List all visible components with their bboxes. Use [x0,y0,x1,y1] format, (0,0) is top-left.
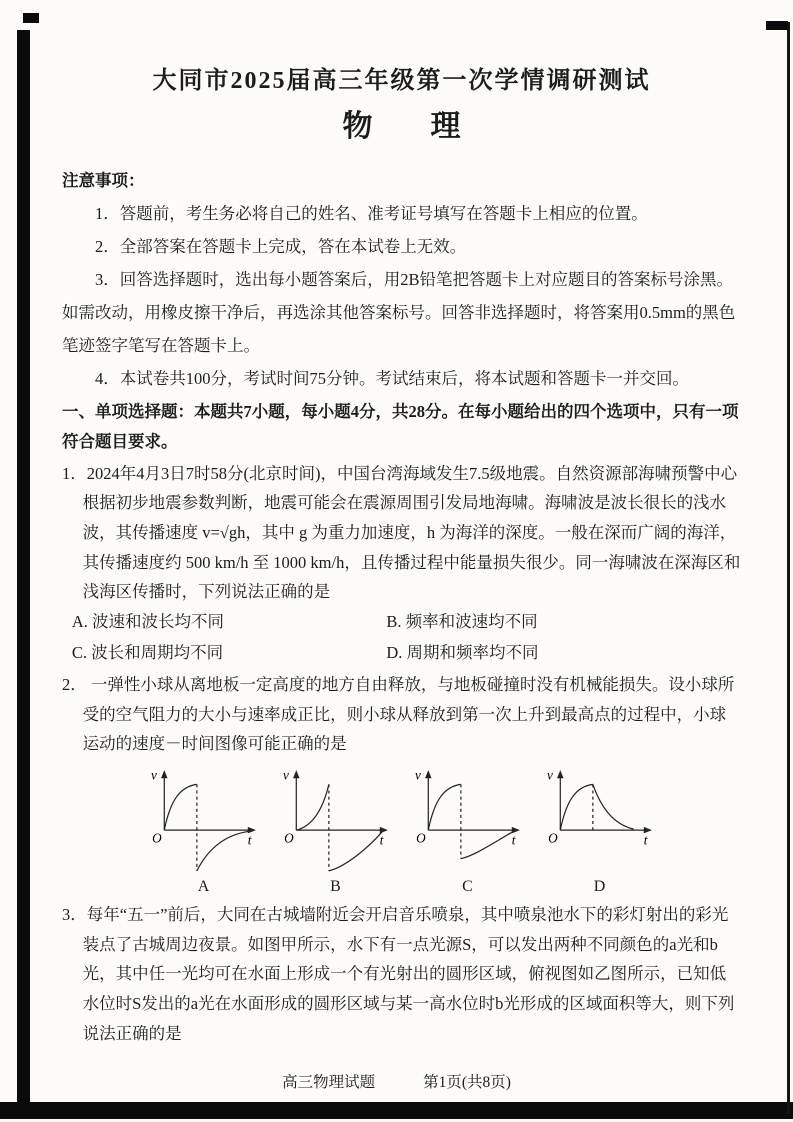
v-axis-arrow [425,770,432,778]
vt-graph-d [544,765,656,877]
graph-a-label: A [197,878,210,896]
t-axis-label: t [247,832,251,848]
question-1 [62,459,741,668]
vt-graph-a [148,765,260,877]
origin-label: O [415,830,426,846]
v-axis-label: v [150,767,157,783]
option-b: B. 频率和波速均不同 [386,612,538,631]
notice-item-1: 1．答题前，考生务必将自己的姓名、准考证号填写在答题卡上相应的位置。 [95,204,648,224]
scan-edge-left [17,30,30,1108]
curve-rise [328,832,381,871]
section-heading: 一、单项选择题：本题共7小题，每小题4分，共28分。在每小题给出的四个选项中，只有一项符合题目要求。 [62,402,739,451]
option-d: D. 周期和频率均不同 [386,642,539,662]
t-axis-label: t [643,832,647,848]
v-axis-label: v [414,767,421,783]
vt-graph-c [412,765,524,877]
question-1-text: 1．2024年4月3日7时58分(北京时间)，中国台湾海域发生7.5级地震。自然资源部海啸预警中心根据初步地震参数判断，地震可能会在震源周围引发局地海啸。海啸波是波长很长的浅水波，其传播速度 v=√gh，其中 g 为重力加速度，h 为海洋的深度。一般在深而广阔的海洋，其传播速度约 500 km/h 至 1000 km/h，且传播过程中能量损失很少。同一海啸波在深海区和浅海区传播时，下列说法正确的是 [62,463,741,602]
scan-edge-right [787,22,790,1114]
question-2-text: 2． 一弹性小球从离地板一定高度的地方自由释放，与地板碰撞时没有机械能损失。设小球所受的空气阻力的大小与速率成正比，则小球从释放到第一次上升到最高点的过程中，小球运动的速度－时间图像可能正确的是 [62,675,735,754]
notice-item-4: 4．本试卷共100分，考试时间75分钟。考试结束后，将本试题和答题卡一并交回。 [95,369,689,389]
v-axis-arrow [557,770,564,778]
scan-edge-bottom [0,1102,793,1119]
page-content [62,66,741,1048]
subject-title: 物 理 [342,110,475,144]
scan-mark-top-left [23,13,39,23]
v-axis-arrow [293,770,300,778]
question-3 [62,900,741,1048]
curve-fall [560,784,593,830]
footer-page-number: 第1页(共8页) [423,1074,511,1091]
v-axis-label: v [546,767,553,783]
origin-label: O [151,830,162,846]
notices-heading: 注意事项： [62,171,145,191]
graph-option-d [544,765,656,898]
v-axis-label: v [282,767,289,783]
graph-option-b [280,765,392,898]
footer-exam-name: 高三物理试题 [282,1074,376,1091]
vt-graphs [62,765,741,898]
scan-mark-top-right [766,21,788,30]
graph-d-label: D [593,878,606,896]
v-axis-arrow [161,770,168,778]
origin-label: O [283,830,294,846]
question-2 [62,670,741,898]
origin-label: O [547,830,558,846]
graph-c-label: C [462,878,473,896]
notice-item-2: 2．全部答案在答题卡上完成，答在本试卷上无效。 [95,237,467,257]
graph-b-label: B [330,878,341,896]
t-axis-label: t [511,832,515,848]
graph-option-c [412,765,524,898]
vt-graph-b [280,765,392,877]
notice-item-3: 3．回答选择题时，选出每小题答案后，用2B铅笔把答题卡上对应题目的答案标号涂黑。如需改动，用橡皮擦干净后，再选涂其他答案标号。回答非选择题时，将答案用0.5mm的黑色笔迹签字笔写在答题卡上。 [62,270,736,356]
curve-rise [592,784,633,829]
graph-option-a [148,765,260,898]
curve-fall [428,784,461,830]
curve-rise [460,831,513,858]
curve-fall [296,784,329,830]
page-footer [0,1070,793,1092]
curve-fall [164,784,197,830]
question-1-options [62,607,741,668]
curve-rise [196,831,249,871]
t-axis-label: t [379,832,383,848]
option-a: A. 波速和波长均不同 [71,612,225,631]
exam-title: 大同市2025届高三年级第一次学情调研测试 [152,68,651,94]
option-c: C. 波长和周期均不同 [71,642,224,662]
question-3-text: 3．每年“五一”前后，大同在古城墙附近会开启音乐喷泉，其中喷泉池水下的彩灯射出的彩光装点了古城周边夜景。如图甲所示，水下有一点光源S，可以发出两种不同颜色的a光和b光，其中任一光均可在水面上形成一个有光射出的圆形区域，俯视图如乙图所示，已知低水位时S发出的a光在水面形成的圆形区域与某一高水位时b光形成的区域面积等大，则下列说法正确的是 [62,904,735,1043]
notices-section [62,164,741,395]
